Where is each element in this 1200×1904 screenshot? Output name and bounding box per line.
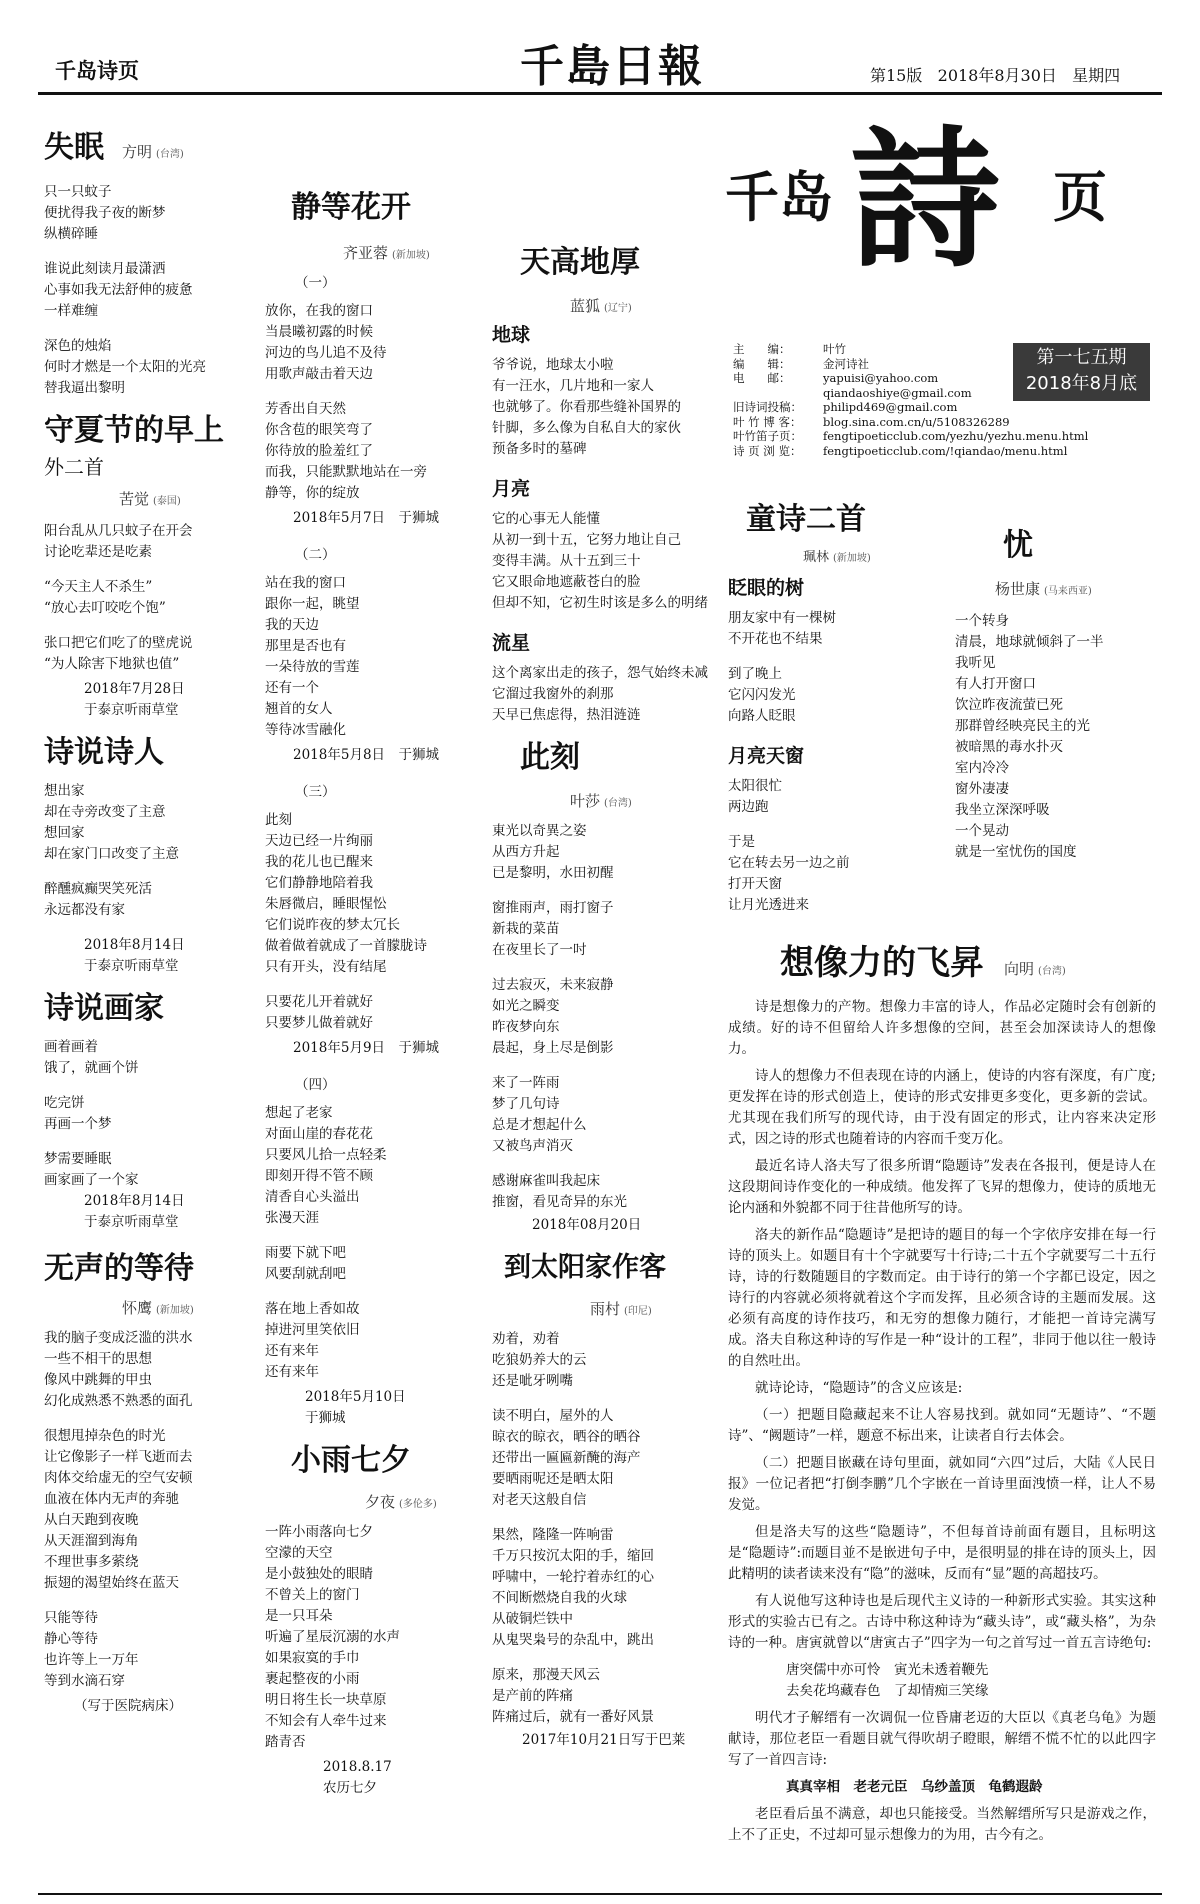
poem-painter xyxy=(44,991,244,1233)
stanza: 张口把它们吃了的壁虎说 “为人除害下地狱也值” xyxy=(44,635,193,672)
stanza: 感谢麻雀叫我起床 推窗，看见奇异的东光 xyxy=(492,1173,627,1210)
staff-line: 主 编： 叶竹 xyxy=(733,342,846,356)
poetry-page-banner xyxy=(725,112,1155,330)
staff-line: 旧诗词投稿： philipd469@gmail.com xyxy=(733,400,958,414)
stanza: 此刻 天边已经一片绚丽 我的花儿也已醒来 它们静静地陪着我 朱唇微启，睡眼惺忪 它们说昨夜的梦太冗长 做着做着就成了一首朦胧诗 只有开头，没有结尾 xyxy=(265,812,427,975)
stanza: 原来，那漫天风云 是产前的阵痛 阵痛过后，就有一番好风景 xyxy=(492,1667,654,1725)
issue-month: 2018年8月底 xyxy=(1025,373,1138,394)
essay-verse: 去矣花坞藏春色 了却情痴三笑缘 xyxy=(786,1683,989,1699)
stanza: 它的心事无人能懂 从初一到十五，它努力地让自己 变得丰满。从十五到三十 它又眼命地遮蔽苍白的脸 但却不知，它初生时该是多么的明绪 xyxy=(492,511,708,611)
stanza: 只要花儿开着就好 只要梦儿做着就好 xyxy=(265,994,373,1031)
stanza: 于是 它在转去另一边之前 打开天窗 让月光透进来 xyxy=(728,834,850,913)
stanza: 芳香出自天然 你含苞的眼笑弯了 你待放的脸羞红了 而我，只能默默地站在一旁 静等，你的绽放 xyxy=(265,401,427,501)
poem-title: 天高地厚 xyxy=(520,245,640,280)
staff-line: qiandaoshiye@gmail.com xyxy=(823,385,972,400)
essay-paragraph: 最近名诗人洛夫写了很多所谓“隐题诗”发表在各报刊，便是诗人在这段期间诗作变化的一种成绩。他发挥了飞昇的想像力，使诗的质地无论内涵和外貌都不同于往昔他所写的诗。 xyxy=(728,1158,1156,1216)
poem-author: 苦觉 (泰国) xyxy=(119,490,181,508)
subpoem-title: 地球 xyxy=(492,324,531,346)
staff-line: 诗 页 浏 览： fengtipoeticclub.com/!qiandao/menu.html xyxy=(733,443,1068,458)
stanza: 只能等待 静心等待 也许等上一万年 等到水滴石穿 xyxy=(44,1610,139,1689)
poem-date: 2018年8月14日 于泰京听雨草堂 xyxy=(84,937,185,974)
essay-title: 想像力的飞昇 xyxy=(780,943,984,983)
stanza: 果然，隆隆一阵响雷 千万只按沉太阳的手，缩回 呼啸中，一轮拧着赤红的心 不间断燃烧自我的火球 从破铜烂铁中 从鬼哭枭号的杂乱中，跳出 xyxy=(492,1527,654,1648)
stanza: 雨要下就下吧 风要刮就刮吧 xyxy=(265,1245,346,1282)
stanza: 落在地上香如故 掉进河里笑依旧 还有来年 还有来年 xyxy=(265,1301,360,1380)
poem-author: 方明 (台湾) xyxy=(122,143,184,161)
poem-date: 2018.8.17 农历七夕 xyxy=(323,1759,392,1796)
stanza: 来了一阵雨 梦了几句诗 总是才想起什么 又被鸟声消灭 xyxy=(492,1075,587,1154)
stanza: 醉醺疯癫哭笑死活 永远都没有家 xyxy=(44,881,152,918)
poem-title: 诗说画家 xyxy=(44,991,164,1026)
poem-author: 叶莎 (台湾) xyxy=(570,792,632,810)
stanza: 到了晚上 它闪闪发光 向路人眨眼 xyxy=(728,666,796,724)
stanza: 深色的烛焰 何时才燃是一个太阳的光亮 替我逼出黎明 xyxy=(44,338,206,396)
issue-badge xyxy=(1013,343,1150,401)
stanza: 太阳很忙 两边跑 xyxy=(728,778,782,815)
poem-title: 无声的等待 xyxy=(44,1251,194,1286)
stanza: 爷爷说，地球太小啦 有一汪水，几片地和一家人 也就够了。你看那些缝补国界的 针脚，多么像为自私自大的家伙 预备多时的墓碑 xyxy=(492,357,681,457)
edition-info xyxy=(870,63,1120,86)
essay xyxy=(728,945,1156,1852)
subpoem-title: 眨眼的树 xyxy=(728,577,805,599)
subpoem-title: 月亮天窗 xyxy=(728,745,805,767)
poem-date: 2018年7月28日 于泰京听雨草堂 xyxy=(84,681,185,718)
newspaper-name: 千島日報 xyxy=(520,41,704,92)
poem-title: 失眠 xyxy=(44,130,104,165)
essay-paragraph: 明代才子解缙有一次调侃一位昏庸老迈的大臣以《真老乌龟》为题献诗，那位老臣一看题目就气得吹胡子瞪眼，解缙不慌不忙的以此四字写了一首四言诗: xyxy=(728,1710,1156,1768)
poem-author: 齐亚蓉 (新加坡) xyxy=(343,244,430,262)
essay-paragraph: （一）把题目隐藏起来不让人容易找到。就如同“无题诗”、“不题诗”、“阙题诗”一样，题意不标出来，让读者自行去体会。 xyxy=(728,1407,1156,1444)
stanza: 我的脑子变成泛滥的洪水 一些不相干的思想 像风中跳舞的甲虫 幻化成熟悉不熟悉的面孔 xyxy=(44,1330,193,1409)
essay-paragraph: 就诗论诗，“隐题诗”的含义应该是: xyxy=(755,1380,963,1396)
stanza: 想出家 却在寺旁改变了主意 想回家 却在家门口改变了主意 xyxy=(44,783,179,862)
poem-date: 2018年5月7日 于狮城 xyxy=(293,510,440,526)
section-number: （四） xyxy=(295,1077,336,1093)
edition-number: 第15版 xyxy=(870,66,923,85)
poem-author: 雨村 (印尼) xyxy=(590,1300,652,1318)
stanza: 站在我的窗口 跟你一起，眺望 我的天边 那里是否也有 一朵待放的雪莲 还有一个 翘首的女人 等待冰雪融化 xyxy=(265,575,360,738)
stanza: 窗推雨声，雨打窗子 新栽的菜苗 在夜里长了一吋 xyxy=(492,900,614,958)
essay-paragraph: 老臣看后虽不满意，却也只能接受。当然解缙所写只是游戏之作，上不了正史，不过却可显示想像力的为用，古今有之。 xyxy=(728,1806,1156,1843)
poem-date: 2018年5月8日 于狮城 xyxy=(293,747,440,763)
staff-line: 编 辑： 金河诗社 xyxy=(733,356,869,371)
banner-calligraphy: 詩 xyxy=(850,112,1001,288)
section-number: （三） xyxy=(295,784,336,800)
poem-author: 杨世康 (马来西亚) xyxy=(995,580,1092,598)
stanza: 这个离家出走的孩子，怨气始终未减 它溜过我窗外的刹那 天早已焦虑得，热泪涟涟 xyxy=(492,665,708,723)
poem-date: 2017年10月21日写于巴莱 xyxy=(522,1732,686,1748)
essay-paragraph: 洛夫的新作品“隐题诗”是把诗的题目的每一个字依序安排在每一行诗的顶头上。如题目有十个字就要写十行诗;二十五个字就要写二十五行诗，诗的行数随题目的字数而定。由于诗行的第一个字都已设定，因之诗行的内容就必须将就着这个字而发挥，且必须含诗的主题而发展。这必须有高度的诗作技巧，和无穷的想像力随行，才能把一首诗完满写成。洛夫自称这种诗的写作是一种“设计的工程”，非同于他以往一般诗的自然吐出。 xyxy=(728,1227,1156,1369)
masthead-rule xyxy=(38,92,1162,95)
poem-date: 2018年08月20日 xyxy=(532,1217,642,1233)
essay-verse: 唐突儒中亦可怜 寅光未透着鞭先 xyxy=(786,1662,989,1678)
issue-date: 2018年8月30日 xyxy=(937,66,1057,85)
poem-author: 夕夜 (多伦多) xyxy=(365,1493,437,1511)
poem-insomnia xyxy=(44,130,244,399)
stanza: 想起了老家 对面山崖的春花花 只要风儿拾一点轻柔 即刻开得不管不顾 清香自心头溢出 张漫天涯 xyxy=(265,1105,387,1226)
stanza: 画着画着 饿了，就画个饼 xyxy=(44,1039,139,1076)
column-3 xyxy=(492,245,712,1765)
poem-title: 小雨七夕 xyxy=(291,1443,411,1478)
subpoem-title: 月亮 xyxy=(492,478,531,500)
stanza: 很想甩掉杂色的时光 让它像影子一样飞逝而去 肉体交给虚无的空气安顿 血液在体内无声的奔驰 从白天跑到夜晚 从天涯溜到海角 不理世事多萦绕 振翅的渴望始终在蓝天 xyxy=(44,1428,193,1591)
poem-title: 静等花开 xyxy=(291,190,411,225)
stanza: 放你，在我的窗口 当晨曦初露的时候 河边的鸟儿追不及待 用歌声敲击着天边 xyxy=(265,303,387,382)
staff-line: 电 邮： yapuisi@yahoo.com xyxy=(733,371,939,385)
poem-title: 诗说诗人 xyxy=(44,735,164,770)
poem-title: 守夏节的早上 xyxy=(44,413,224,448)
issue-number: 第一七五期 xyxy=(1036,347,1127,368)
stanza: 東光以奇異之姿 从西方升起 已是黎明，水田初醒 xyxy=(492,823,614,881)
poem-qixi xyxy=(265,1443,465,1799)
staff-line: 叶 竹 博 客： blog.sina.com.cn/u/5108326289 xyxy=(733,414,1010,429)
section-title: 千岛诗页 xyxy=(55,59,139,83)
essay-paragraph: 诗是想像力的产物。想像力丰富的诗人，作品必定随时会有创新的成绩。好的诗不但留给人许多想像的空间，甚至会加深读诗人的想像力。 xyxy=(728,999,1156,1057)
stanza: 谁说此刻读月最潇洒 心事如我无法舒伸的疲惫 一样难缠 xyxy=(44,261,193,319)
banner-right-text: 页 xyxy=(1053,166,1107,229)
poem-note: （写于医院病床） xyxy=(74,1698,182,1714)
poem-summer-retreat xyxy=(44,413,244,721)
stanza: “今天主人不杀生” “放心去叮咬吃个饱” xyxy=(44,579,166,616)
column-2 xyxy=(265,190,465,1813)
poem-date: 2018年5月9日 于狮城 xyxy=(293,1040,440,1056)
poem-poet xyxy=(44,735,244,977)
stanza: 一阵小雨落向七夕 空濛的天空 是小鼓独处的眼睛 不曾关上的窗门 是一只耳朵 听遍了星辰沉溺的水声 如果寂寞的手巾 裹起整夜的小雨 明日将生长一块草原 不知会有人牵牛过来 踏青否 xyxy=(265,1524,400,1750)
column-1 xyxy=(44,130,244,1731)
stanza: 朋友家中有一棵树 不开花也不结果 xyxy=(728,610,836,647)
weekday: 星期四 xyxy=(1072,66,1121,85)
column-4 xyxy=(728,502,928,930)
essay-paragraph: 有人说他写这种诗也是后现代主义诗的一种新形式实验。其实这种形式的实验古已有之。古诗中称这种诗为“藏头诗”，或“藏头格”，为杂诗的一种。唐寅就曾以“唐寅古子”四字为一句之首写过一首五言诗绝句: xyxy=(728,1593,1156,1651)
poem-title: 到太阳家作客 xyxy=(504,1252,666,1283)
stanza: 只一只蚊子 便扰得我子夜的断梦 纵横碎睡 xyxy=(44,184,166,242)
essay-paragraph: 但是洛夫写的这些“隐题诗”，不但每首诗前面有题目，且标明这是“隐题诗”:而题目並不是嵌进句子中，是很明显的排在诗的顶头上，因此精明的读者读来没有“隐”的滋味，反而有“显”题的高超技巧。 xyxy=(728,1524,1156,1582)
poem-title: 童诗二首 xyxy=(746,502,866,537)
column-5 xyxy=(955,528,1155,877)
poem-title: 此刻 xyxy=(520,740,580,775)
stanza: 梦需要睡眠 画家画了一个家 xyxy=(44,1151,139,1188)
poem-date: 2018年8月14日 于泰京听雨草堂 xyxy=(84,1193,185,1230)
poem-subtitle: 外二首 xyxy=(44,455,104,479)
stanza: 读不明白，屋外的人 晾衣的晾衣，晒谷的晒谷 还带出一匾匾新醃的海产 要晒雨呢还是晒太阳 对老天这般自信 xyxy=(492,1408,641,1508)
poem-title: 忧 xyxy=(1003,528,1033,563)
poem-author: 珮林 (新加坡) xyxy=(803,550,871,565)
poem-date: 2018年5月10日 于狮城 xyxy=(305,1389,406,1426)
stanza: 过去寂灭，未来寂静 如光之瞬变 昨夜梦向东 晨起，身上尽是倒影 xyxy=(492,977,614,1056)
subpoem-title: 流星 xyxy=(492,632,531,654)
essay-paragraph: 诗人的想像力不但表现在诗的内涵上，使诗的内容有深度，有广度;更发挥在诗的形式创造上，使诗的形式安排更多变化，更多新的尝试。尤其现在我们所写的现代诗，由于没有固定的形式，让内容来决定形式，因之诗的形式也随着诗的内容而千变万化。 xyxy=(728,1068,1156,1147)
poem-author: 怀鹰 (新加坡) xyxy=(122,1299,194,1317)
essay-paragraph: （二）把题目嵌藏在诗句里面，就如同“六四”过后，大陆《人民日报》一位记者把“打倒李鹏”几个字嵌在一首诗里面洩愤一样，让人不易发觉。 xyxy=(728,1455,1156,1513)
poem-silent-wait xyxy=(44,1251,244,1717)
poem-sun-home xyxy=(492,1250,712,1751)
banner-left-text: 千岛 xyxy=(725,166,833,229)
essay-verse: 真真宰相 老老元臣 乌纱盖顶 龟鹤遐龄 xyxy=(786,1779,1043,1795)
footer-rule xyxy=(38,1893,1162,1895)
staff-line: 叶竹笛子页： fengtipoeticclub.com/yezhu/yezhu.menu.html xyxy=(733,429,1089,443)
stanza: 吃完饼 再画一个梦 xyxy=(44,1095,112,1132)
stanza: 阳台乱从几只蚊子在开会 讨论吃辈还是吃素 xyxy=(44,523,193,560)
poem-author: 蓝狐 (辽宁) xyxy=(570,297,632,315)
section-number: （一） xyxy=(295,275,336,291)
poem-this-moment xyxy=(492,740,712,1236)
stanza: 劝着，劝着 吃狼奶养大的云 还是呲牙咧嘴 xyxy=(492,1331,587,1389)
stanza: 一个转身 清晨，地球就倾斜了一半 我听见 有人打开窗口 饮泣昨夜流萤已死 那群曾经映亮民主的光 被暗黑的毒水扑灭 室内冷冷 窗外凄凄 我坐立深深呼吸 一个晃动 就是一室忧伤的国度 xyxy=(955,613,1104,860)
section-number: （二） xyxy=(295,547,336,563)
essay-author: 向明 (台湾) xyxy=(1004,960,1066,978)
